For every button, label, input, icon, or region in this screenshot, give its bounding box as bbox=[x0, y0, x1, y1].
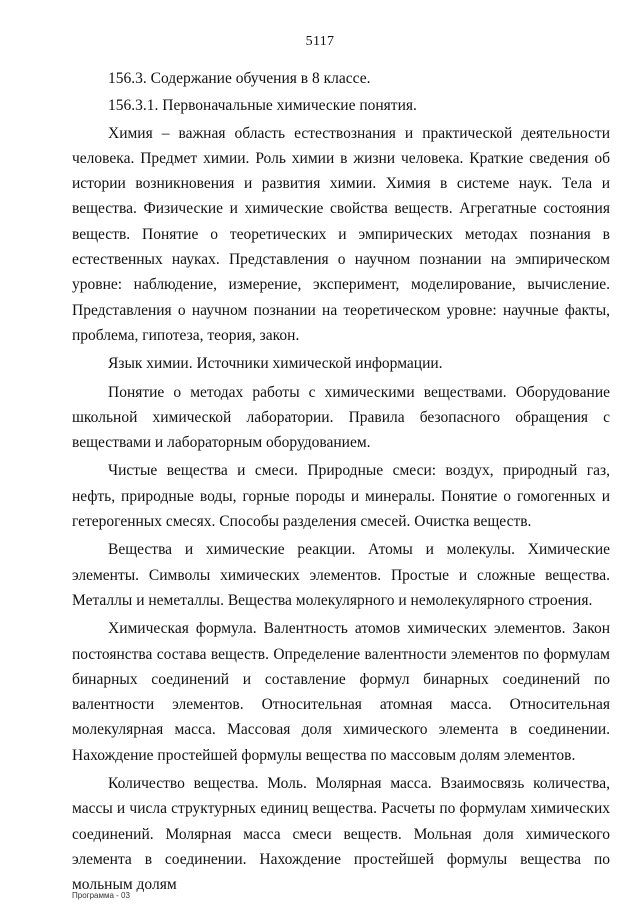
paragraph-pure-substances: Чистые вещества и смеси. Природные смеси: воздух, природный газ, нефть, природные воды, горные породы и минералы. Понятие о гомогенных и гетерогенных смесях. Способы разделения смесей. Очистка веществ. bbox=[72, 462, 610, 531]
paragraph-chemistry-language: Язык химии. Источники химической информации. bbox=[108, 355, 443, 373]
paragraph-lab-methods: Понятие о методах работы с химическими веществами. Оборудование школьной химической лаборатории. Правила безопасного обращения с веществами и лабораторным оборудованием. bbox=[72, 383, 610, 452]
paragraph-chemistry-intro: Химия – важная область естествознания и практической деятельности человека. Предмет химии. Роль химии в жизни человека. Краткие сведения об истории возникновения и развития химии. Химия в системе наук. Тела и вещества. Физические и химические свойства веществ. Агрегатные состояния веществ. Понятие о теоретических и эмпирических методах познания в естественных науках. Представления о научном познании на эмпирическом уровне: наблюдение, измерение, эксперимент, моделирование, вычисление. Представления о научном познании на теоретическом уровне: научные факты, проблема, гипотеза, теория, закон. bbox=[72, 124, 610, 344]
document-body bbox=[72, 66, 610, 901]
subsection-heading: 156.3.1. Первоначальные химические понятия. bbox=[108, 97, 417, 115]
paragraph-chemical-formula: Химическая формула. Валентность атомов химических элементов. Закон постоянства состава веществ. Определение валентности элементов по формулам бинарных соединений и составление формул бинарных соединений по валентности элементов. Относительная атомная масса. Относительная молекулярная масса. Массовая доля химического элемента в соединении. Нахождение простейшей формулы вещества по массовым долям элементов. bbox=[72, 620, 610, 764]
footer-program-label: Программа - 03 bbox=[72, 891, 130, 900]
page-number: 5117 bbox=[305, 34, 335, 49]
paragraph-substances-reactions: Вещества и химические реакции. Атомы и молекулы. Химические элементы. Символы химических элементов. Простые и сложные вещества. Металлы и неметаллы. Вещества молекулярного и немолекулярного строения. bbox=[72, 541, 610, 609]
section-heading: 156.3. Содержание обучения в 8 классе. bbox=[108, 70, 371, 87]
paragraph-amount-of-substance: Количество вещества. Моль. Молярная масса. Взаимосвязь количества, массы и числа структурных единиц вещества. Расчеты по формулам химических соединений. Молярная масса смеси веществ. Мольная доля химического элемента в соединении. Нахождение простейшей формулы вещества по мольным долям bbox=[72, 775, 610, 894]
